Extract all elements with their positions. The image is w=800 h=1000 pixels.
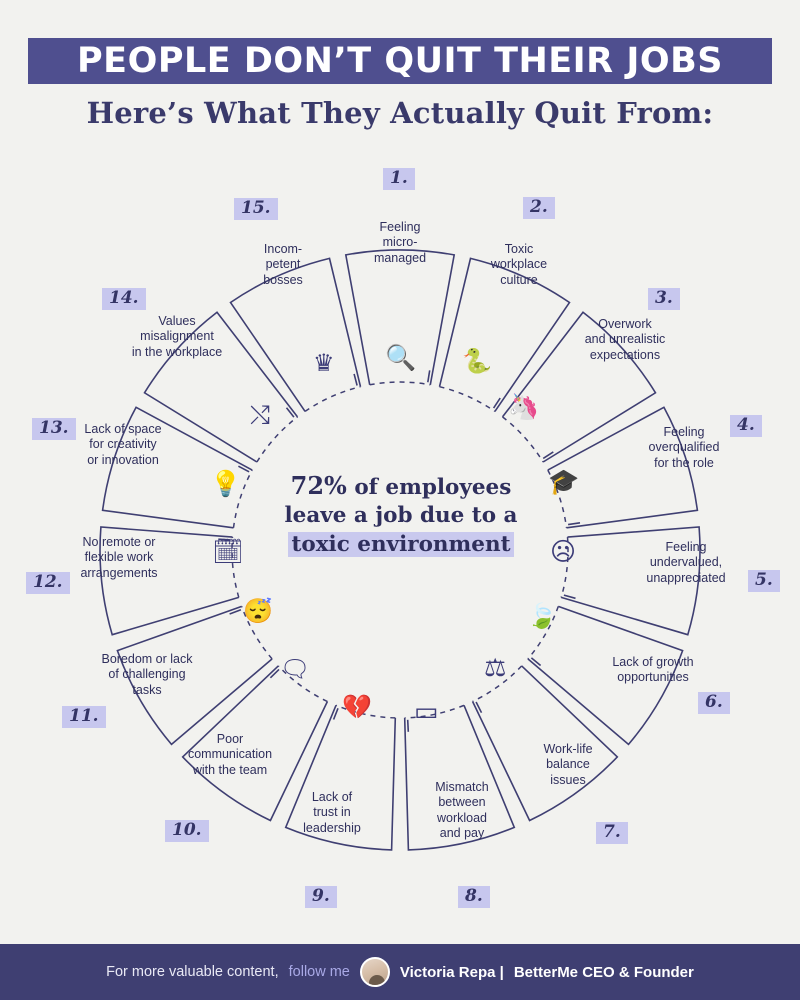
card-6: Lack of growth opportunities xyxy=(612,655,694,685)
page-title-bar xyxy=(28,38,772,84)
scales-icon: ⚖ xyxy=(484,654,507,682)
card-9: Lack of trust in leadership xyxy=(303,790,361,835)
credit-card-icon: ▭ xyxy=(414,696,439,726)
card-7: Work-life balance issues xyxy=(543,742,593,787)
badge-13: 13. xyxy=(32,418,76,440)
card-10: Poor communication with the team xyxy=(187,732,273,777)
center-stat-line3: toxic environment xyxy=(288,532,513,557)
footer-text: For more valuable content, xyxy=(106,964,279,980)
card-1: Feeling micro- managed xyxy=(373,220,427,265)
center-stat-rest: of employees xyxy=(346,475,512,500)
avatar xyxy=(360,957,390,987)
center-statistic xyxy=(236,470,566,559)
card-13: Lack of space for creativity or innovation xyxy=(84,422,162,467)
center-stat-percent: 72% xyxy=(290,471,347,500)
unicorn-icon: 🦄 xyxy=(508,393,540,421)
badge-2: 2. xyxy=(523,197,555,219)
leaf-icon: 🍃 xyxy=(527,603,557,630)
badge-5: 5. xyxy=(748,570,780,592)
shuffle-icon: ⤭ xyxy=(250,401,271,429)
card-5: Feeling undervalued, unappreciated xyxy=(646,540,726,585)
footer-bar xyxy=(0,944,800,1000)
card-15: Incom- petent bosses xyxy=(263,242,303,287)
center-stat-line2: leave a job due to a xyxy=(284,503,518,529)
badge-1: 1. xyxy=(383,168,415,190)
header xyxy=(0,0,800,148)
badge-7: 7. xyxy=(596,822,628,844)
broken-heart-icon: 💔 xyxy=(342,694,372,721)
calendar-icon: 🗓 xyxy=(212,538,244,566)
crown-icon: ♛ xyxy=(313,350,335,377)
card-2: Toxic workplace culture xyxy=(490,242,548,287)
lightbulb-icon: 💡 xyxy=(210,470,242,498)
sad-face-icon: ☹ xyxy=(550,538,577,566)
chat-off-icon: 🗨 xyxy=(280,656,311,683)
badge-9: 9. xyxy=(305,886,337,908)
card-14: Values misalignment in the workplace xyxy=(131,314,223,359)
card-4: Feeling overqualified for the role xyxy=(648,425,720,470)
badge-14: 14. xyxy=(102,288,146,310)
sleep-icon: 😴 xyxy=(243,598,273,625)
footer-author-name: Victoria Repa | xyxy=(399,963,504,981)
badge-10: 10. xyxy=(165,820,209,842)
badge-6: 6. xyxy=(698,692,730,714)
badge-3: 3. xyxy=(648,288,680,310)
footer-follow-link[interactable]: follow me xyxy=(288,964,350,980)
card-11: Boredom or lack of challenging tasks xyxy=(101,652,193,697)
badge-8: 8. xyxy=(458,886,490,908)
badge-4: 4. xyxy=(730,415,762,437)
badge-11: 11. xyxy=(62,706,106,728)
page-title: PEOPLE DON’T QUIT THEIR JOBS xyxy=(77,41,723,81)
search-icon: 🔍 xyxy=(385,344,417,372)
badge-15: 15. xyxy=(234,198,278,220)
quit-reasons-wheel xyxy=(0,150,800,940)
graduation-cap-icon: 🎓 xyxy=(548,468,580,496)
footer-author-role: BetterMe CEO & Founder xyxy=(513,963,694,981)
page-subtitle: Here’s What They Actually Quit From: xyxy=(86,96,714,130)
card-12: No remote or flexible work arrangements xyxy=(80,535,158,580)
card-3: Overwork and unrealistic expectations xyxy=(584,317,666,362)
snake-icon: 🐍 xyxy=(462,348,492,375)
badge-12: 12. xyxy=(26,572,70,594)
card-8: Mismatch between workload and pay xyxy=(435,780,489,840)
